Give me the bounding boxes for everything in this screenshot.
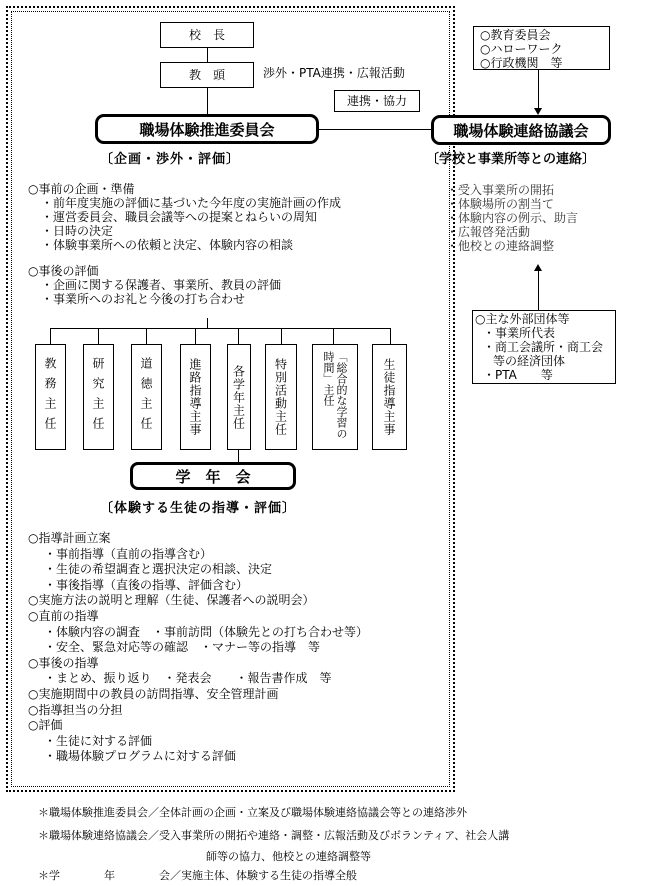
list-item: ○直前の指導 (28, 608, 99, 623)
connector (538, 270, 539, 310)
staff-role-integrated-study: 「総合的な学習の時間」主任 (312, 344, 358, 450)
list-item: ○事後の指導 (28, 655, 99, 670)
list-item: ・体験場所の割当て (446, 197, 555, 211)
staff-role-academic: 教務主任 (35, 344, 66, 450)
list-item: ○事前の企画・準備 (28, 182, 135, 196)
list-item: ・生徒の希望調査と選択決定の相談、決定 (44, 562, 273, 577)
grade-meeting-title-box (130, 462, 296, 490)
staff-role-student-guidance: 生徒指導主事 (372, 344, 407, 450)
promotion-committee-subtitle: 〔企画・渉外・評価〕 (100, 152, 241, 167)
list-item: ・企画に関する保護者、事業所、教員の評価 (41, 278, 282, 292)
list-item: ○指導計画立案 (28, 531, 111, 545)
note-liaison-council: ＊職場体験連絡協議会／受入事業所の開拓や連絡・調整・広報活動及びボランティア、社会人講 (38, 829, 510, 842)
list-item: ・広報啓発活動 (446, 225, 531, 239)
connector (146, 328, 147, 344)
promotion-committee-title-box (95, 114, 319, 144)
list-item: ・生徒に対する評価 (44, 733, 153, 748)
external-orgs-box (473, 26, 610, 70)
connector (50, 328, 390, 329)
list-item: ・前年度実施の評価に基づいた今年度の実施計画の作成 (41, 196, 342, 210)
list-item: ・受入事業所の開拓 (446, 183, 555, 197)
connector (98, 328, 99, 344)
list-item: ・職場体験プログラムに対する評価 (44, 749, 236, 764)
connector (238, 328, 239, 344)
list-item: ○評価 (28, 718, 63, 733)
vice-principal-box (160, 62, 254, 88)
cooperation-box (334, 90, 420, 112)
staff-role-moral: 道徳主任 (131, 344, 162, 450)
staff-role-research: 研究主任 (83, 344, 114, 450)
list-item: ・事後指導（直後の指導、評価含む） (44, 577, 249, 592)
list-item: ・体験内容の調査 ・事前訪問（体験先との打ち合わせ等） (44, 624, 369, 639)
connector (207, 318, 208, 328)
staff-role-special-activities: 特別活動主任 (265, 344, 297, 450)
vice-principal-label: 教 頭 (188, 68, 225, 82)
connector (390, 328, 391, 344)
grade-meeting-list (28, 531, 368, 765)
outside-groups-box (472, 310, 616, 384)
list-item: ○実施方法の説明と理解（生徒、保護者への説明会） (28, 593, 315, 608)
grade-meeting-subtitle: 〔体験する生徒の指導・評価〕 (100, 501, 297, 516)
promotion-committee-title: 職場体験推進委員会 (139, 120, 275, 139)
list-item: ・商工会議所・商工会 (483, 340, 604, 354)
list-item: ・まとめ、振り返り ・発表会 ・報告書作成 等 (44, 671, 332, 686)
list-item (28, 252, 341, 264)
connector (281, 328, 282, 344)
list-item: 等の経済団体 (493, 354, 566, 368)
list-item: ・PTA 等 (483, 368, 553, 382)
connector (195, 328, 196, 344)
list-item: ・事前指導（直前の指導含む） (44, 546, 213, 561)
connector (333, 328, 334, 344)
list-item: ・体験内容の例示、助言 (446, 211, 579, 225)
list-item: ○教育委員会 (480, 28, 551, 42)
note-liaison-council-cont: 師等の協力、他校との連絡調整等 (206, 850, 371, 863)
staff-role-grade-heads: 各学年主任 (227, 344, 251, 450)
connector (207, 48, 208, 62)
list-item: ○ハローワーク (480, 42, 563, 56)
arrow-up-icon (534, 264, 542, 271)
promotion-committee-list (28, 182, 341, 306)
connector (207, 88, 208, 114)
list-item: ・運営委員会、職員会議等への提案とねらいの周知 (41, 210, 318, 224)
arrow-down-icon (534, 108, 542, 115)
note-grade-meeting: ＊学 年 会／実施主体、体験する生徒の指導全般 (38, 869, 357, 882)
liaison-council-title: 職場体験連絡協議会 (453, 121, 589, 140)
list-item: ○指導担当の分担 (28, 702, 123, 717)
list-item: ・体験事業所への依頼と決定、体験内容の相談 (41, 238, 294, 252)
list-item: ○行政機関 等 (480, 56, 563, 70)
grade-meeting-title: 学 年 会 (175, 467, 251, 486)
note-promotion-committee: ＊職場体験推進委員会／全体計画の企画・立案及び職場体験連絡協議会等との連絡渉外 (38, 806, 467, 819)
principal-label: 校 長 (188, 28, 225, 42)
vice-principal-tasks: 渉外・PTA連携・広報活動 (263, 66, 405, 80)
connector (319, 129, 431, 130)
list-item: ・事業所代表 (483, 326, 556, 340)
list-item: ・安全、緊急対応等の確認 ・マナー等の指導 等 (44, 640, 321, 655)
list-item: ・事業所へのお礼と今後の打ち合わせ (41, 292, 246, 306)
connector (50, 328, 51, 344)
list-item: ・日時の決定 (41, 224, 114, 238)
principal-box (160, 22, 254, 48)
connector (538, 70, 539, 110)
list-item: ○主な外部団体等 (475, 312, 570, 326)
liaison-council-list (446, 183, 578, 253)
staff-role-career: 進路指導主事 (180, 344, 211, 450)
list-item: ○事後の評価 (28, 264, 99, 278)
cooperation-label: 連携・協力 (346, 94, 407, 108)
liaison-council-subtitle: 〔学校と事業所等との連絡〕 (426, 152, 596, 167)
liaison-council-title-box (431, 115, 611, 145)
list-item: ・他校との連絡調整 (446, 239, 555, 253)
list-item: ○実施期間中の教員の訪問指導、安全管理計画 (28, 686, 279, 701)
